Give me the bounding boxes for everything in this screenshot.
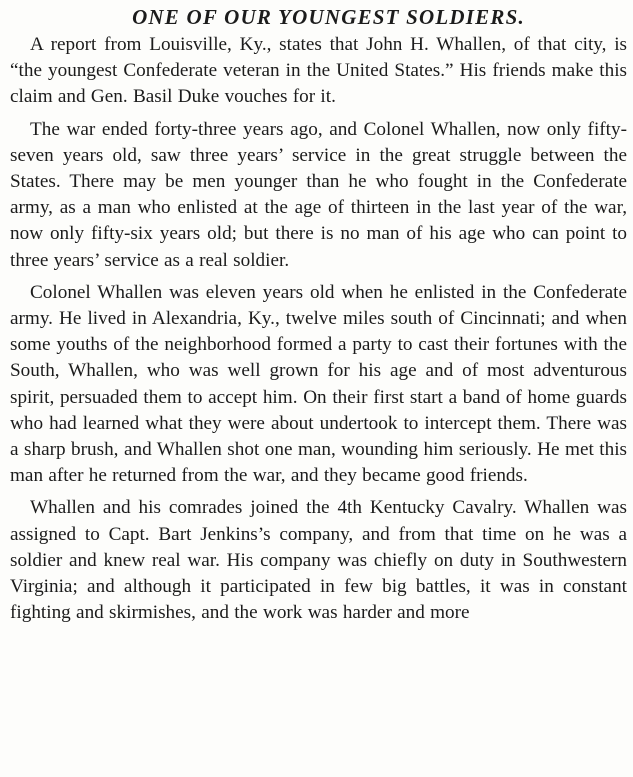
article-headline: ONE OF OUR YOUNGEST SOLDIERS.	[132, 5, 525, 29]
paragraph-1: A report from Louisville, Ky., states that John H. Whallen, of that city, is “the youngest Confederate veteran in the United States.” His friends make this claim and Gen. Basil Duke vouches for it.	[10, 34, 627, 108]
paragraph-2: The war ended forty-three years ago, and Colonel Whallen, now only fifty-seven years old, saw three years’ service in the great struggle between the States. There may be men younger than he who fought in the Confederate army, as a man who enlisted at the age of thirteen in the last year of the war, now only fifty-six years old; but there is no man of his age who can point to three years’ service as a real soldier.	[10, 118, 627, 271]
paragraph-4: Whallen and his comrades joined the 4th Kentucky Cavalry. Whallen was assigned to Capt. Bart Jenkins’s company, and from that time on he was a soldier and knew real war. His company was chiefly on duty in Southwestern Virginia; and although it participated in few big battles, it was in constant fighting and skirmishes, and the work was harder and more	[10, 497, 627, 624]
paragraph-3: Colonel Whallen was eleven years old when he enlisted in the Confederate army. He lived in Alexandria, Ky., twelve miles south of Cincinnati; and when some youths of the neighborhood formed a party to cast their fortunes with the South, Whallen, who was well grown for his age and of most adventurous spirit, persuaded them to accept him. On their first start a band of home guards who had learned what they were about undertook to intercept them. There was a sharp brush, and Whallen shot one man, wounding him seriously. He met this man after he returned from the war, and they became good friends.	[10, 281, 627, 487]
